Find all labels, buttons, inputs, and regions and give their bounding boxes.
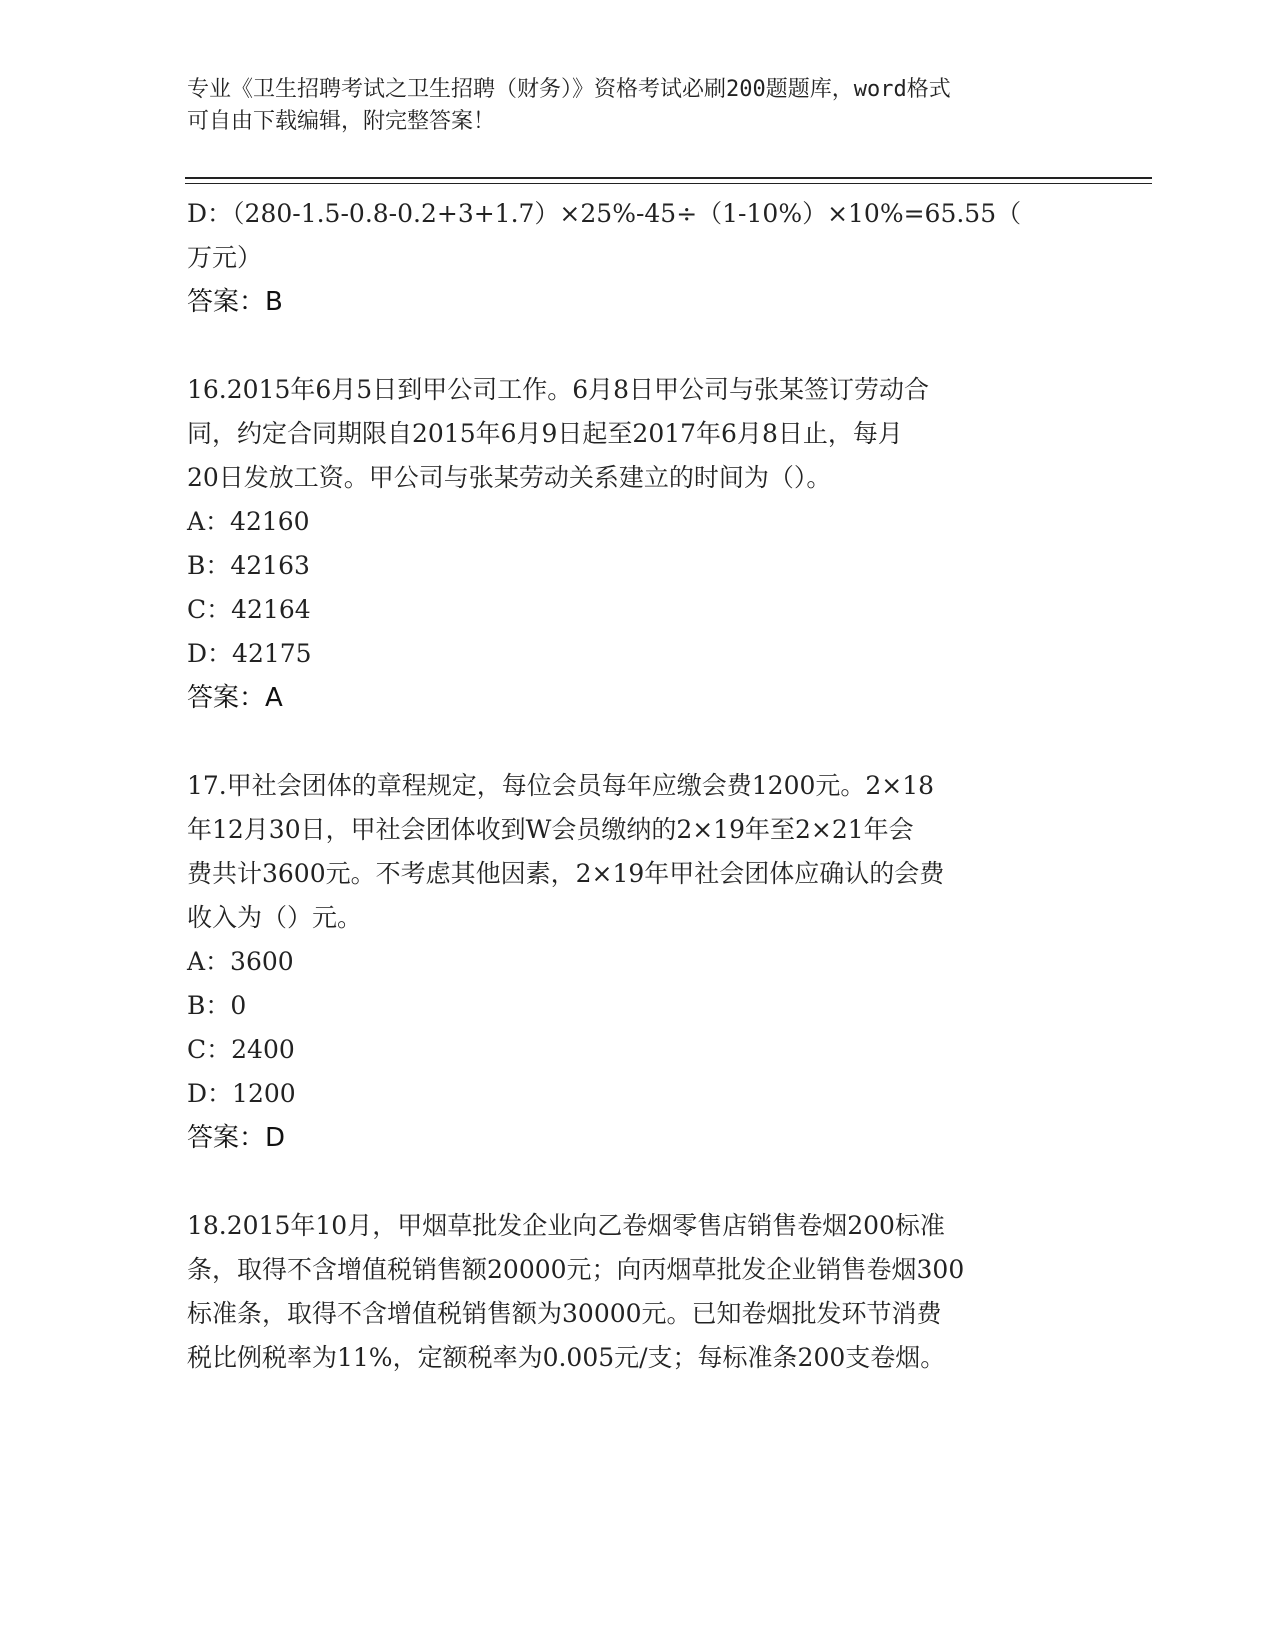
option-a: A：3600 — [187, 947, 294, 976]
question-text-line: 年12月30日，甲社会团体收到W会员缴纳的2×19年至2×21年会 — [187, 815, 914, 844]
header-divider-thin — [185, 183, 1152, 184]
option-d: D：42175 — [187, 639, 312, 668]
header-line-1: 专业《卫生招聘考试之卫生招聘（财务）》资格考试必刷200题题库，word格式 — [187, 77, 951, 102]
question-18 — [187, 1204, 1087, 1380]
option-b: B：42163 — [187, 551, 310, 580]
spacer — [187, 720, 1087, 764]
option-c: C：42164 — [187, 595, 311, 624]
question-text-line: 16.2015年6月5日到甲公司工作。6月8日甲公司与张某签订劳动合 — [187, 375, 930, 404]
header-line-2: 可自由下载编辑，附完整答案！ — [187, 109, 496, 134]
header-divider-thick — [185, 177, 1152, 179]
question-text-line: 费共计3600元。不考虑其他因素，2×19年甲社会团体应确认的会费 — [187, 859, 945, 888]
question-text-line: 同，约定合同期限自2015年6月9日起至2017年6月8日止，每月 — [187, 419, 903, 448]
option-d: D：1200 — [187, 1079, 296, 1108]
question-text-line: 条，取得不含增值税销售额20000元；向丙烟草批发企业销售卷烟300 — [187, 1255, 965, 1284]
question-text-line: 标准条，取得不含增值税销售额为30000元。已知卷烟批发环节消费 — [187, 1299, 942, 1328]
question-text-line: 税比例税率为11%，定额税率为0.005元/支；每标准条200支卷烟。 — [187, 1343, 946, 1372]
question-16 — [187, 368, 1087, 720]
option-a: A：42160 — [187, 507, 310, 536]
answer-line: 答案：D — [187, 1123, 286, 1153]
option-b: B：0 — [187, 991, 247, 1020]
document-header — [187, 74, 1067, 138]
answer-line: 答案：B — [187, 287, 283, 317]
question-text-line: 17.甲社会团体的章程规定，每位会员每年应缴会费1200元。2×18 — [187, 771, 935, 800]
answer-line: 答案：A — [187, 683, 283, 713]
document-body — [187, 192, 1087, 1380]
option-d-continued: 万元） — [187, 243, 263, 272]
question-text-line: 20日发放工资。甲公司与张某劳动关系建立的时间为（）。 — [187, 463, 832, 492]
option-c: C：2400 — [187, 1035, 295, 1064]
option-d: D：（280-1.5-0.8-0.2+3+1.7）×25%-45÷（1-10%）×10%=65.55（ — [187, 199, 1022, 228]
question-15-tail — [187, 192, 1087, 324]
question-text-line: 收入为（）元。 — [187, 903, 363, 932]
question-text-line: 18.2015年10月，甲烟草批发企业向乙卷烟零售店销售卷烟200标准 — [187, 1211, 945, 1240]
question-17 — [187, 764, 1087, 1160]
spacer — [187, 324, 1087, 368]
spacer — [187, 1160, 1087, 1204]
